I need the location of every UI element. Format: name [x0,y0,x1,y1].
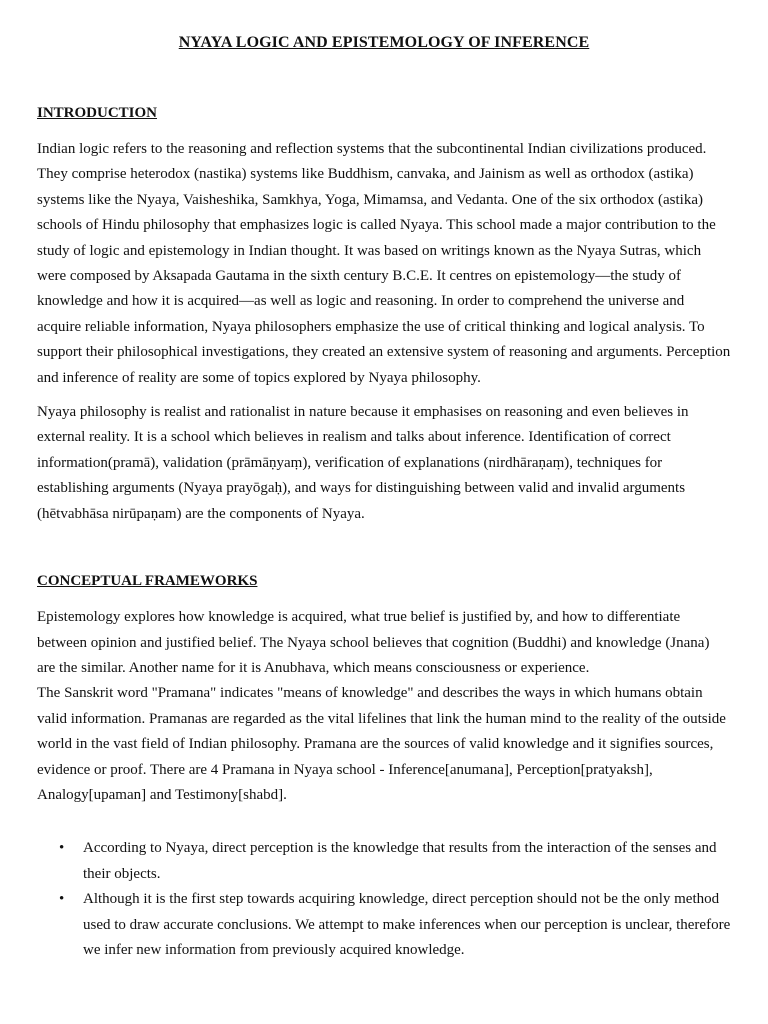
intro-paragraph-2: Nyaya philosophy is realist and rationalist in nature because it emphasises on reasoning and even believes in external reality. It is a school which believes in realism and talks about inference. Identification of correct information(pramā), validation (prāmāṇyaṃ), verification of explanations (nirdhāraṇaṃ), techniques for establishing arguments (Nyaya prayōgaḥ), and ways for distinguishing between valid and invalid arguments (hētvabhāsa nirūpaṇam) are the components of Nyaya. [37,404,689,522]
section-conceptual-frameworks [37,573,731,963]
list-item [59,836,731,887]
concept-paragraph-1: Epistemology explores how knowledge is acquired, what true belief is justified by, and how to differentiate between opinion and justified belief. The Nyaya school believes that cognition (Buddhi) and knowledge (Jnana) are the similar. Another name for it is Anubhava, which means consciousness or experience. [37,609,710,676]
list-item [59,887,731,963]
list-item-text: According to Nyaya, direct perception is the knowledge that results from the interaction of the senses and their objects. [83,840,717,882]
bullet-list [37,836,731,963]
intro-paragraph-1: Indian logic refers to the reasoning and reflection systems that the subcontinental Indian civilizations produced. They comprise heterodox (nastika) systems like Buddhism, canvaka, and Jainism as well as orthodox (astika) systems like the Nyaya, Vaisheshika, Samkhya, Yoga, Mimamsa, and Vedanta. One of the six orthodox (astika) schools of Hindu philosophy that emphasizes logic is called Nyaya. This school made a major contribution to the study of logic and epistemology in Indian thought. It was based on writings known as the Nyaya Sutras, which were composed by Aksapada Gautama in the sixth century B.C.E. It centres on epistemology—the study of knowledge and how it is acquired—as well as logic and reasoning. In order to comprehend the universe and acquire reliable information, Nyaya philosophers emphasize the use of critical thinking and logical analysis. To support their philosophical investigations, they created an extensive system of reasoning and arguments. Perception and inference of reality are some of topics explored by Nyaya philosophy. [37,141,731,386]
section-introduction [37,105,731,527]
bullet-icon: • [59,891,65,908]
section-heading-conceptual-frameworks: CONCEPTUAL FRAMEWORKS [37,573,258,590]
bullet-icon: • [59,840,65,857]
list-item-text: Although it is the first step towards acquiring knowledge, direct perception should not be the only method used to draw accurate conclusions. We attempt to make inferences when our perception is unclear, therefore we infer new information from previously acquired knowledge. [83,891,731,958]
document-title: NYAYA LOGIC AND EPISTEMOLOGY OF INFERENCE [178,34,590,51]
concept-paragraph-2: The Sanskrit word "Pramana" indicates "means of knowledge" and describes the ways in which humans obtain valid information. Pramanas are regarded as the vital lifelines that link the human mind to the reality of the outside world in the vast field of Indian philosophy. Pramana are the sources of valid knowledge and it signifies sources, evidence or proof. There are 4 Pramana in Nyaya school - Inference[anumana], Perception[pratyaksh], Analogy[upaman] and Testimony[shabd]. [37,685,726,803]
section-heading-introduction: INTRODUCTION [37,105,158,121]
